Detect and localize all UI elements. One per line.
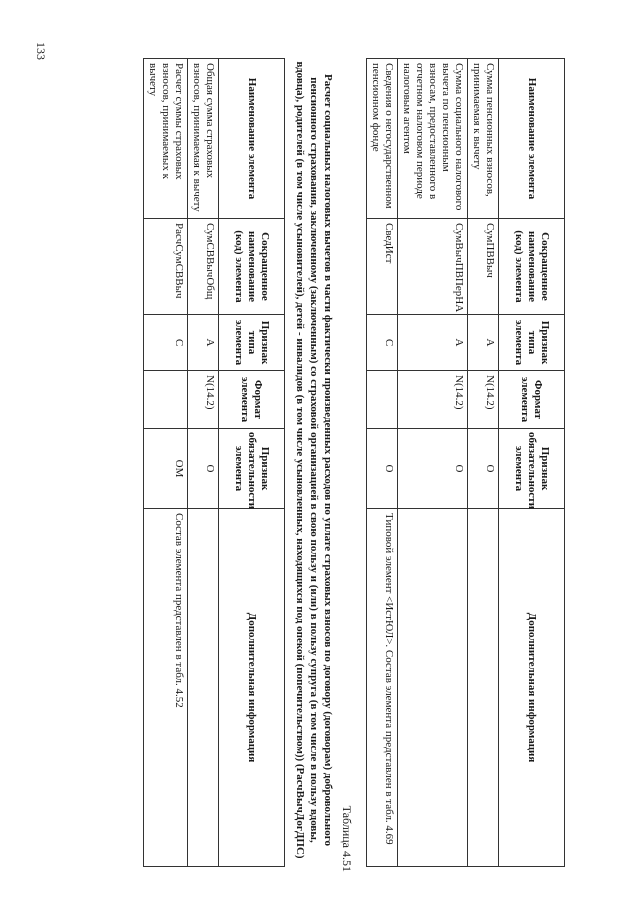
cell-code: СумВычПВПерНА (398, 219, 468, 315)
header-required: Признак обязательности элемента (219, 429, 285, 509)
table-caption: Расчет социальных налоговых вычетов в части фактически произведенных расходов по уплате страховых взносов по договору (договорам) добровольного пенсионного страхования, заключенному (заключенным) со страховой организацией в свою пользу и (или) в пользу супруга (в том числе в пользу вдовы, вдовца), родителей (в том числе усыновителей), детей - инвалидов (в том числе усыновленных, находящихся под опекой (попечительством)) (РасчВычДогДПС) (294, 61, 334, 859)
cell-type: А (398, 315, 468, 371)
cell-name: Общая сумма страховых взносов, принимаемая к вычету (188, 59, 219, 219)
cell-type: А (188, 315, 219, 371)
cell-name: Сумма пенсионных взносов, принимаемая к вычету (468, 59, 499, 219)
table-row (398, 59, 468, 867)
elements-table-2 (143, 58, 285, 867)
table-row (468, 59, 499, 867)
cell-required: ОМ (144, 429, 188, 509)
cell-type: С (144, 315, 188, 371)
header-code: Сокращенное наименование (код) элемента (499, 219, 565, 315)
rotated-page-content (30, 30, 565, 890)
header-name: Наименование элемента (219, 59, 285, 219)
cell-info (188, 509, 219, 867)
table-reference: Таблица 4.51 (340, 805, 354, 872)
header-info: Дополнительная информация (219, 509, 285, 867)
table-header-row (219, 59, 285, 867)
header-type: Признак типа элемента (499, 315, 565, 371)
cell-code: СумПВВыч (468, 219, 499, 315)
cell-type: С (367, 315, 398, 371)
cell-required: О (367, 429, 398, 509)
cell-name: Расчет суммы страховых взносов, принимаемых к вычету (144, 59, 188, 219)
elements-table-1 (366, 58, 565, 867)
cell-code: СумСВВычОбщ (188, 219, 219, 315)
table-header-row (499, 59, 565, 867)
header-format: Формат элемента (499, 371, 565, 429)
cell-name: Сведения о негосударственном пенсионном фонде (367, 59, 398, 219)
cell-info: Типовой элемент <ИстЮЛ>. Состав элемента представлен в табл. 4.69 (367, 509, 398, 867)
cell-code: СведИст (367, 219, 398, 315)
table-row (144, 59, 188, 867)
cell-format (144, 371, 188, 429)
header-format: Формат элемента (219, 371, 285, 429)
header-type: Признак типа элемента (219, 315, 285, 371)
header-code: Сокращенное наименование (код) элемента (219, 219, 285, 315)
cell-code: РасчСумСВВыч (144, 219, 188, 315)
cell-required: О (468, 429, 499, 509)
table-row (367, 59, 398, 867)
cell-required: О (188, 429, 219, 509)
cell-format (367, 371, 398, 429)
cell-type: А (468, 315, 499, 371)
header-info: Дополнительная информация (499, 509, 565, 867)
cell-name: Сумма социального налогового вычета по пенсионным взносам, предоставленного в отчетном налоговом периоде налоговым агентом (398, 59, 468, 219)
header-name: Наименование элемента (499, 59, 565, 219)
table-row (188, 59, 219, 867)
page-number: 133 (34, 42, 48, 60)
cell-format: N(14.2) (468, 371, 499, 429)
cell-info (398, 509, 468, 867)
cell-info: Состав элемента представлен в табл. 4.52 (144, 509, 188, 867)
cell-format: N(14.2) (398, 371, 468, 429)
header-required: Признак обязательности элемента (499, 429, 565, 509)
cell-required: О (398, 429, 468, 509)
cell-info (468, 509, 499, 867)
cell-format: N(14.2) (188, 371, 219, 429)
